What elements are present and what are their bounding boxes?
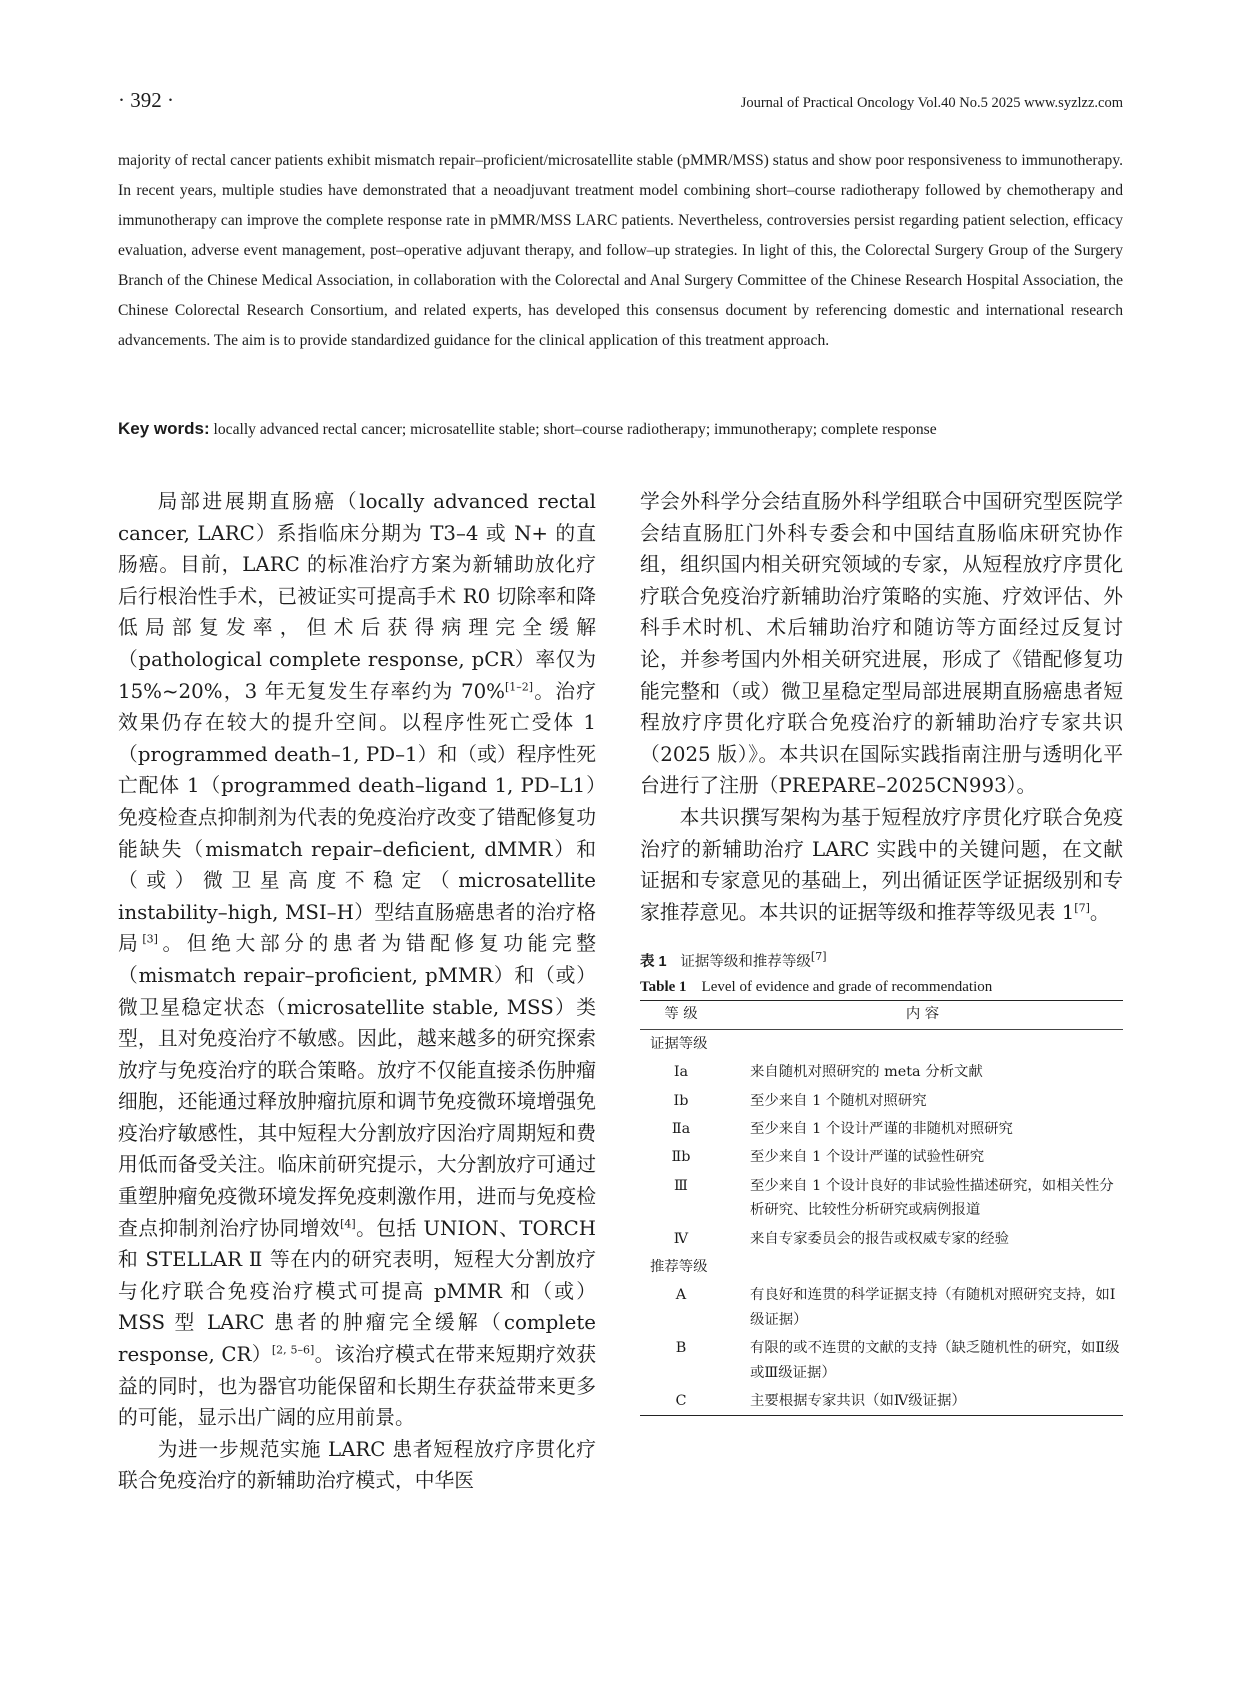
table-row [640,1225,1123,1253]
citation: [7] [1074,901,1090,915]
level-cell: Ⅱa [671,1120,691,1137]
citation: [2, 5–6] [271,1343,315,1357]
evidence-table [640,1000,1123,1416]
page-number: · 392 · [118,88,174,112]
paragraph-background-cont: 学会外科学分会结直肠外科学组联合中国研究型医院学会结直肠肛门外科专委会和中国结直肠临床研究协作组，组织国内相关研究领域的专家，从短程放疗序贯化疗联合免疫治疗新辅助治疗策略的实施、疗效评估、外科手术时机、术后辅助治疗和随访等方面经过反复讨论，并参考国内外相关研究进展，形成了《错配修复功能完整和（或）微卫星稳定型局部进展期直肠癌患者短程放疗序贯化疗联合免疫治疗的新辅助治疗专家共识（2025 版）》。本共识在国际实践指南注册与透明化平台进行了注册（PREPARE–2025CN993）。 [640,490,1123,798]
content-cell: 有限的或不连贯的文献的支持（缺乏随机性的研究，如Ⅱ级或Ⅲ级证据） [750,1340,1120,1381]
citation: [7] [810,950,827,964]
text-run: 。但绝大部分的患者为错配修复功能完整（mismatch repair–proficient, pMMR）和（或）微卫星稳定状态（microsatellite stable, MSS）类型，且对免疫治疗不敏感。因此，越来越多的研究探索放疗与免疫治疗的联合策略。放疗不仅能直接杀伤肿瘤细胞，还能通过释放肿瘤抗原和调节免疫微环境增强免疫治疗敏感性，其中短程大分割放疗因治疗周期短和费用低而备受关注。临床前研究提示，大分割放疗可通过重塑肿瘤免疫微环境发挥免疫刺激作用，进而与免疫检查点抑制剂治疗协同增效 [118,932,596,1240]
text-run: 本共识撰写架构为基于短程放疗序贯化疗联合免疫治疗的新辅助治疗 LARC 实践中的关键问题，在文献证据和专家意见的基础上，列出循证医学证据级别和专家推荐意见。本共识的证据等级和推荐等级见表 1 [640,805,1123,924]
level-cell: B [675,1340,687,1357]
text-run: 。该治疗模式在带来短期疗效获益的同时，也为器官功能保留和长期生存获益带来更多的可能，显示出广阔的应用前景。 [118,1343,596,1430]
paragraph-background: 为进一步规范实施 LARC 患者短程放疗序贯化疗联合免疫治疗的新辅助治疗模式，中华医 [118,1437,596,1493]
table-header-row [640,1001,1123,1029]
table-row [640,1115,1123,1143]
table-title-en: Level of evidence and grade of recommendation [701,979,993,996]
citation: [1–2] [504,679,534,693]
table-row [640,1334,1123,1387]
table-row [640,1387,1123,1416]
content-cell: 至少来自 1 个随机对照研究 [750,1092,927,1109]
level-cell: C [675,1393,687,1409]
keywords-text: locally advanced rectal cancer; microsatellite stable; short–course radiotherapy; immunotherapy; complete response [209,421,937,438]
table-caption-cn [640,950,1123,974]
table-row [640,1172,1123,1225]
table-row [640,1143,1123,1171]
table-caption-en [640,974,1123,1000]
level-cell: A [675,1287,687,1304]
group-row [640,1029,1123,1058]
text-run: 。 [1089,900,1110,924]
group-row [640,1253,1123,1281]
paragraph-intro [118,486,596,1434]
journal-header: Journal of Practical Oncology Vol.40 No.5 2025 www.syzlzz.com [740,95,1123,111]
level-cell: Ⅲ [674,1177,688,1194]
group-recommendation-label: 推荐等级 [650,1258,708,1275]
english-abstract: majority of rectal cancer patients exhibit mismatch repair–proficient/microsatellite stable (pMMR/MSS) status and show poor responsiveness to immunotherapy. In recent years, multiple studies have demonstrated that a neoadjuvant treatment model combining short–course radiotherapy followed by chemotherapy and immunotherapy can improve the complete response rate in pMMR/MSS LARC patients. Nevertheless, controversies persist regarding patient selection, efficacy evaluation, adverse event management, post–operative adjuvant therapy, and follow–up strategies. In light of this, the Colorectal Surgery Group of the Surgery Branch of the Chinese Medical Association, in collaboration with the Colorectal and Anal Surgery Committee of the Chinese Research Hospital Association, the Chinese Colorectal Research Consortium, and related experts, has developed this consensus document by referencing domestic and international research advancements. The aim is to provide standardized guidance for the clinical application of this treatment approach. [118,152,1123,349]
text-run: 局部进展期直肠癌（locally advanced rectal cancer, LARC）系指临床分期为 T3–4 或 N+ 的直肠癌。目前，LARC 的标准治疗方案为新辅助放化疗后行根治性手术，已被证实可提高手术 R0 切除率和降低局部复发率，但术后获得病理完全缓解（pathological complete response, pCR）率仅为15%~20%，3 年无复发生存率约为 70% [118,490,596,703]
citation: [3] [142,932,158,946]
left-column [118,486,596,1497]
content-cell: 来自专家委员会的报告或权威专家的经验 [750,1230,1010,1247]
table-row [640,1058,1123,1086]
text-run: 。治疗效果仍存在较大的提升空间。以程序性死亡受体 1（programmed death–1, PD–1）和（或）程序性死亡配体 1（programmed death–ligand 1, PD–L1）免疫检查点抑制剂为代表的免疫治疗改变了错配修复功能缺失（mismatch repair–deficient, dMMR）和（或）微卫星高度不稳定（microsatellite instability–high, MSI–H）型结直肠癌患者的治疗格局 [118,679,596,956]
level-cell: Ⅰb [673,1092,689,1109]
citation: [4] [340,1217,356,1231]
header-level: 等 级 [640,1001,722,1029]
table-title-cn: 证据等级和推荐等级 [680,954,811,971]
content-cell: 主要根据专家共识（如Ⅳ级证据） [750,1393,966,1409]
content-cell: 来自随机对照研究的 meta 分析文献 [750,1064,983,1081]
content-cell: 至少来自 1 个设计良好的非试验性描述研究，如相关性分析研究、比较性分析研究或病例报道 [750,1177,1114,1219]
table-label-cn: 表 1 [640,954,667,971]
paragraph-framework [640,802,1123,928]
table-body [640,1029,1123,1416]
table-row [640,1281,1123,1334]
content-cell: 有良好和连贯的科学证据支持（有随机对照研究支持，如Ⅰ级证据） [750,1287,1116,1328]
table-row [640,1087,1123,1115]
keywords-label: Key words: [118,419,210,438]
group-evidence-label: 证据等级 [650,1035,708,1052]
level-cell: Ⅳ [673,1230,689,1247]
text-run: 。包括 UNION、TORCH 和 STELLAR Ⅱ 等在内的研究表明，短程大分割放疗与化疗联合免疫治疗模式可提高 pMMR 和（或）MSS 型 LARC 患者的肿瘤完全缓解（complete response, CR） [118,1216,596,1367]
right-column [640,486,1123,1416]
content-cell: 至少来自 1 个设计严谨的非随机对照研究 [750,1120,1013,1137]
level-cell: Ⅰa [673,1064,689,1081]
keywords [118,419,1123,439]
level-cell: Ⅱb [671,1149,691,1166]
content-cell: 至少来自 1 个设计严谨的试验性研究 [750,1149,985,1166]
header-content: 内 容 [722,1001,1123,1029]
table-label-en: Table 1 [640,979,687,996]
